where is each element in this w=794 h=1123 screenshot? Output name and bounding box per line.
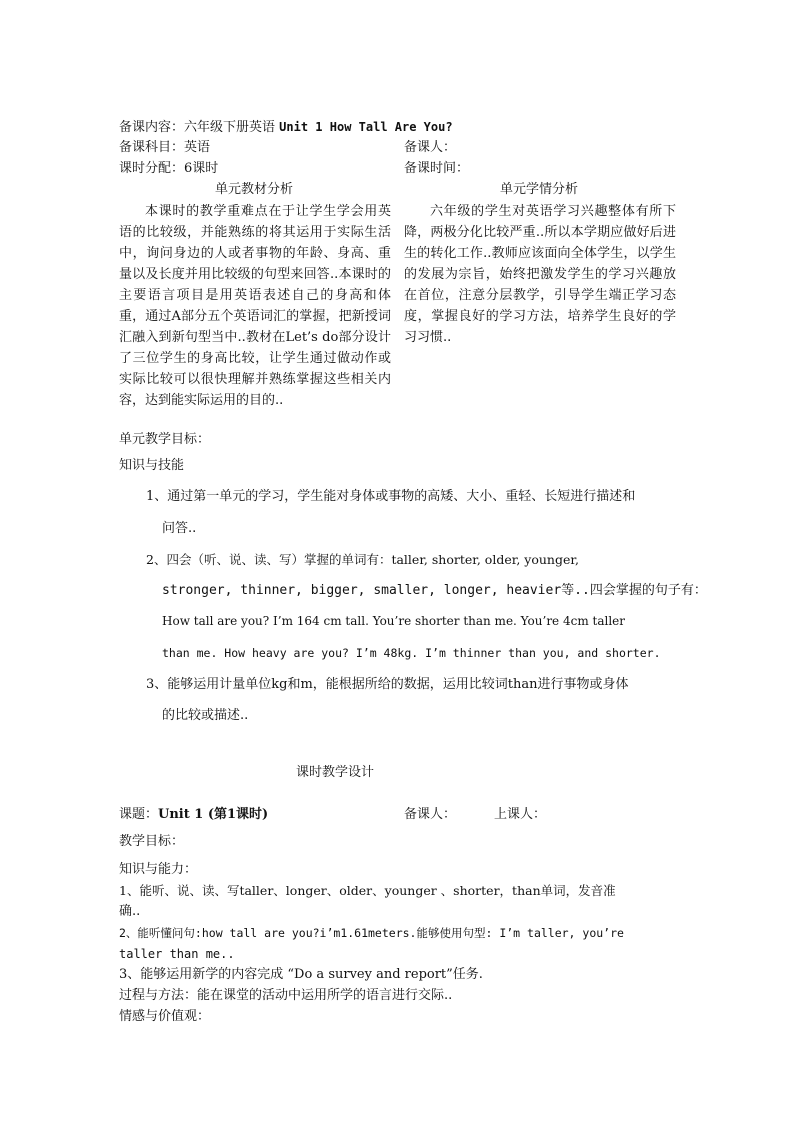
goal-line: How tall are you? I’m 164 cm tall. You’re shorter than me. You’re 4cm taller	[162, 614, 626, 628]
content-unit: Unit 1 How Tall Are You?	[279, 120, 453, 134]
lesson-preparer-label: 备课人：	[404, 807, 457, 822]
hours-line	[119, 159, 218, 179]
lesson-line: 3、能够运用新学的内容完成 “Do a survey and report”任务.	[119, 967, 483, 982]
goal-line: 的比较或描述..	[162, 708, 249, 723]
content-value: 六年级下册英语	[184, 120, 276, 135]
hours-label: 课时分配：	[119, 161, 185, 176]
knowledge-label: 知识与能力：	[119, 862, 198, 877]
left-analysis-title: 单元教材分析	[214, 182, 293, 197]
lesson-line: 确..	[119, 904, 141, 919]
lesson-line: 情感与价值观：	[119, 1009, 211, 1024]
goal-line: 3、能够运用计量单位kg和m，能根据所给的数据，运用比较词than进行事物或身体	[146, 677, 629, 692]
lesson-line: 1、能听、说、读、写taller、longer、older、younger 、shorter，than单词，发音准	[119, 883, 616, 898]
lesson-line: taller than me..	[119, 947, 235, 961]
left-analysis-text: 本课时的教学重难点在于让学生学会用英语的比较级，并能熟练的将其运用于实际生活中，询问身边的人或者事物的年龄、身高、重量以及长度并用比较级的句型来回答..本课时的主要语言项目是用英语表述自己的身高和体重，通过A部分五个英语词汇的掌握，把新授词汇融入到新句型当中..教材在Let’s do部分设计了三位学生的身高比较，让学生通过做动作或实际比较可以很快理解并熟练掌握这些相关内容，达到能实际运用的目的..	[119, 204, 391, 408]
lesson-line: 2、能听懂问句:how tall are you?i’m1.61meters.能够使用句型: I’m taller, you’re	[119, 926, 624, 940]
subject-line	[119, 138, 210, 158]
unit-goals-title: 单元教学目标：	[119, 432, 211, 447]
content-label: 备课内容：	[119, 120, 185, 135]
subject-value: 英语	[184, 140, 211, 155]
goal-line: 问答..	[162, 521, 197, 536]
goal-line: 1、通过第一单元的学习，学生能对身体或事物的高矮、大小、重轻、长短进行描述和	[146, 489, 636, 504]
topic-line	[119, 805, 268, 825]
right-analysis-text: 六年级的学生对英语学习兴趣整体有所下降，两极分化比较严重..所以本学期应做好后进生的转化工作..教师应该面向全体学生，以学生的发展为宗旨，始终把激发学生的学习兴趣放在首位，注意分层教学，引导学生端正学习态度，掌握良好的学习方法，培养学生良好的学习习惯..	[404, 204, 676, 345]
topic-label: 课题：	[119, 807, 159, 822]
subject-label: 备课科目：	[119, 140, 185, 155]
time-label: 备课时间：	[404, 161, 470, 176]
goal-line: than me. How heavy are you? I’m 48kg. I’m thinner than you, and shorter.	[162, 646, 661, 660]
lesson-teacher-label: 上课人：	[494, 807, 547, 822]
unit-goals-subtitle: 知识与技能	[119, 458, 185, 473]
content-line	[119, 117, 453, 138]
goal-line: 2、四会（听、说、读、写）掌握的单词有：taller, shorter, older, younger,	[146, 552, 579, 567]
right-analysis-title: 单元学情分析	[499, 182, 578, 197]
lesson-section-title: 课时教学设计	[296, 765, 375, 780]
hours-value: 6课时	[184, 161, 219, 176]
lesson-line: 过程与方法：能在课堂的活动中运用所学的语言进行交际..	[119, 988, 453, 1003]
goal-line: stronger, thinner, bigger, smaller, longer, heavier等..四会掌握的句子有：	[162, 583, 707, 598]
lesson-goals-label: 教学目标：	[119, 834, 185, 849]
preparer-label: 备课人：	[404, 140, 457, 155]
topic-value: Unit 1 (第1课时)	[158, 807, 269, 822]
